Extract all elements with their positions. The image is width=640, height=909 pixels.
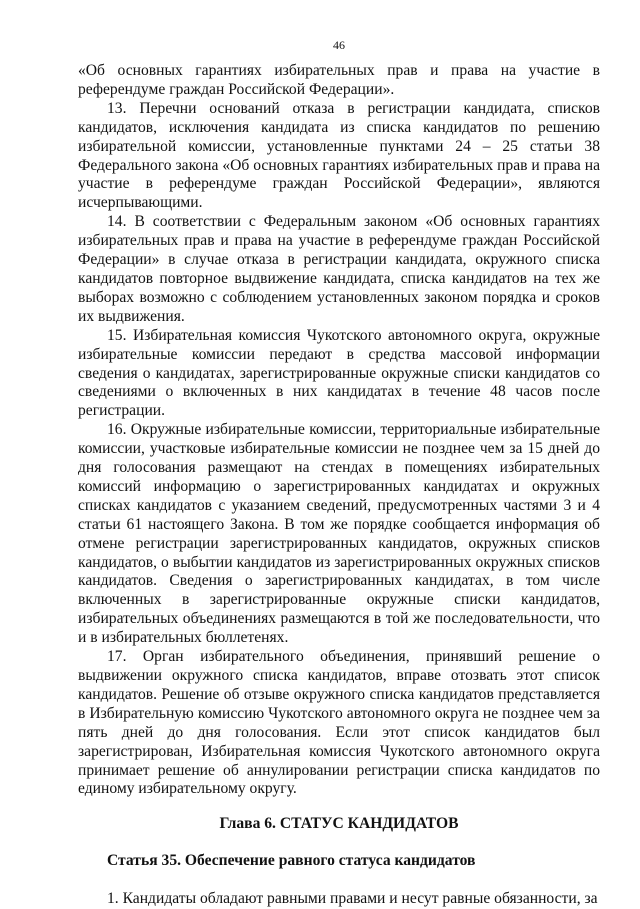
- paragraph-16: 16. Окружные избирательные комиссии, территориальные избирательные комиссии, участковые избирательные комиссии не позднее чем за 15 дней до дня голосования размещают на стендах в помещениях избирательных комиссий информацию о зарегистрированных кандидатах и окружных списках кандидатов с указанием сведений, предусмотренных частями 3 и 4 статьи 61 настоящего Закона. В том же порядке сообщается информация об отмене регистрации зарегистрированных кандидатов, окружных списков кандидатов, о выбытии кандидатов из зарегистрированных окружных списков кандидатов. Сведения о зарегистрированных кандидатах, в том числе включенных в зарегистрированные окружные списки кандидатов, избирательных объединениях размещаются в той же последовательности, что и в избирательных бюллетенях.: [78, 421, 600, 647]
- article-heading: Статья 35. Обеспечение равного статуса кандидатов: [107, 852, 476, 870]
- paragraph-13: 13. Перечни оснований отказа в регистрации кандидата, списков кандидатов, исключения кандидата из списка кандидатов по решению избирательной комиссии, установленные пунктами 24 – 25 статьи 38 Федерального закона «Об основных гарантиях избирательных прав и права на участие в референдуме граждан Российской Федерации», являются исчерпывающими.: [78, 99, 600, 212]
- page-number: 46: [333, 38, 345, 52]
- paragraph-17: 17. Орган избирательного объединения, принявший решение о выдвижении окружного списка кандидатов, вправе отозвать этот список кандидатов. Решение об отзыве окружного списка кандидатов представляется в Избирательную комиссию Чукотского автономного округа не позднее чем за пять дней до дня голосования. Если этот список кандидатов был зарегистрирован, Избирательная комиссия Чукотского автономного округа принимает решение об аннулировании регистрации списка кандидатов по единому избирательному округу.: [78, 648, 600, 798]
- chapter-heading: Глава 6. СТАТУС КАНДИДАТОВ: [219, 815, 459, 833]
- paragraph-15: 15. Избирательная комиссия Чукотского автономного округа, окружные избирательные комиссии передают в средства массовой информации сведения о кандидатах, зарегистрированные окружные списки кандидатов со сведениями о включенных в них кандидатах в течение 48 часов после регистрации.: [78, 326, 600, 420]
- paragraph-continuation: «Об основных гарантиях избирательных прав и права на участие в референдуме граждан Российской Федерации».: [78, 62, 600, 98]
- article-paragraph: 1. Кандидаты обладают равными правами и несут равные обязанности, за: [107, 890, 598, 908]
- paragraph-14: 14. В соответствии с Федеральным законом «Об основных гарантиях избирательных прав и права на участие в референдуме граждан Российской Федерации» в случае отказа в регистрации кандидата, окружного списка кандидатов повторное выдвижение кандидата, списка кандидатов на тех же выборах возможно с соблюдением установленных законом порядка и сроков их выдвижения.: [78, 213, 600, 325]
